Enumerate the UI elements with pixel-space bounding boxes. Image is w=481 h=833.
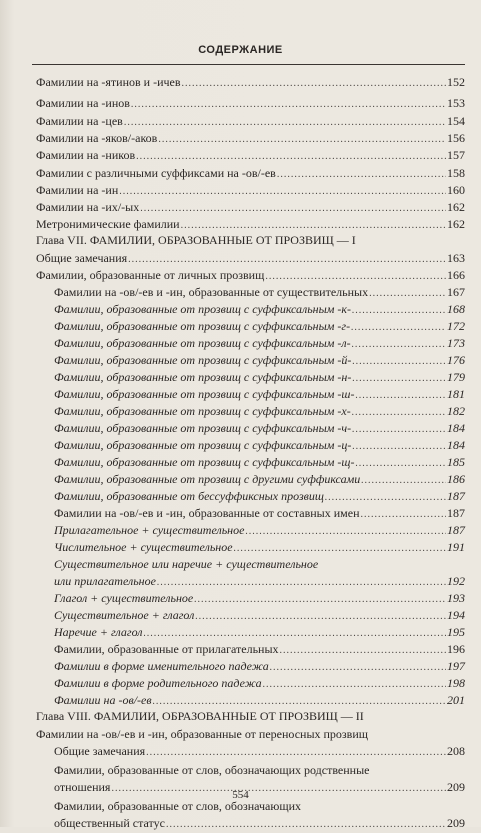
leader-dots xyxy=(265,269,446,285)
leader-dots xyxy=(355,456,446,472)
leader-dots xyxy=(166,817,446,833)
toc-entry xyxy=(0,369,481,385)
page-header: СОДЕРЖАНИЕ xyxy=(198,44,283,56)
leader-dots xyxy=(194,592,446,608)
toc-page-number: 184 xyxy=(447,438,465,452)
toc-entry xyxy=(0,182,481,198)
toc-entry-text: Фамилии, образованные от прозвищ с суффиксальным -г- xyxy=(54,319,351,333)
toc-entry xyxy=(0,641,481,657)
toc-page-number: 152 xyxy=(447,75,465,89)
toc-page-number: 158 xyxy=(447,166,465,180)
leader-dots xyxy=(352,371,446,387)
leader-dots xyxy=(182,76,446,92)
toc-entry-text: Фамилии, образованные от прозвищ с суффиксальным -ч- xyxy=(54,421,352,435)
toc-entry-text: Фамилии, образованные от прозвищ с суффиксальным -щ- xyxy=(54,455,355,469)
toc-page-number: 197 xyxy=(447,659,465,673)
toc-entry-text: Фамилии на -ин xyxy=(36,183,119,197)
chapter-title: Глава VII. ФАМИЛИИ, ОБРАЗОВАННЫЕ ОТ ПРОЗВИЩ — I xyxy=(36,233,356,247)
toc-entry xyxy=(0,95,481,111)
toc-entry xyxy=(0,454,481,470)
leader-dots xyxy=(128,252,446,268)
toc-page-number: 172 xyxy=(447,319,465,333)
toc-entry xyxy=(0,692,481,708)
toc-entry-text: Фамилии, образованные от прозвищ с суффиксальным -н- xyxy=(54,370,352,384)
toc-entry xyxy=(0,403,481,419)
toc-entry xyxy=(0,216,481,232)
toc-entry xyxy=(0,573,481,589)
toc-entry xyxy=(0,675,481,691)
toc-entry-text: Фамилии на -ятинов и -ичев xyxy=(36,75,181,89)
toc-entry xyxy=(0,420,481,436)
toc-entry xyxy=(0,488,481,504)
toc-page-number: 162 xyxy=(447,200,465,214)
toc-page-number: 176 xyxy=(447,353,465,367)
toc-entry-text: Фамилии, образованные от прозвищ с суффиксальным -л- xyxy=(54,336,351,350)
toc-page-number: 168 xyxy=(447,302,465,316)
leader-dots xyxy=(277,167,446,183)
leader-dots xyxy=(352,337,446,353)
toc-entry xyxy=(0,130,481,146)
toc-page-number: 191 xyxy=(447,540,465,554)
chapter-heading xyxy=(0,232,481,248)
toc-page-number: 185 xyxy=(447,455,465,469)
toc-entry-text: Глагол + существительное xyxy=(54,591,194,605)
chapter-heading xyxy=(0,708,481,724)
leader-dots xyxy=(280,643,446,659)
toc-entry-text: Фамилии, образованные от прозвищ с суффиксальным -х- xyxy=(54,404,351,418)
leader-dots xyxy=(140,201,446,217)
toc-entry-text: Фамилии на -цев xyxy=(36,114,123,128)
toc-entry-text: Фамилии, образованные от личных прозвищ xyxy=(36,268,265,282)
toc-entry-text: Наречие + глагол xyxy=(54,625,143,639)
leader-dots xyxy=(360,507,446,523)
toc-page-number: 167 xyxy=(447,285,465,299)
toc-page-number: 198 xyxy=(447,676,465,690)
toc-entry xyxy=(0,437,481,453)
leader-dots xyxy=(352,422,446,438)
toc-entry-text: Фамилии на -ов/-ев и -ин, образованные от существительных xyxy=(54,285,369,299)
toc-entry xyxy=(0,471,481,487)
toc-page-number: 173 xyxy=(447,336,465,350)
toc-entry-text: Фамилии на -инов xyxy=(36,96,130,110)
toc-page-number: 187 xyxy=(447,489,465,503)
toc-entry xyxy=(0,556,481,572)
toc-page-number: 166 xyxy=(447,268,465,282)
chapter-title: Глава VIII. ФАМИЛИИ, ОБРАЗОВАННЫЕ ОТ ПРОЗВИЩ — II xyxy=(36,709,364,723)
toc-page-number: 181 xyxy=(447,387,465,401)
toc-page-number: 162 xyxy=(447,217,465,231)
toc-entry-text: Фамилии, образованные от прозвищ с суффиксальным -к- xyxy=(54,302,352,316)
leader-dots xyxy=(270,660,446,676)
toc-entry xyxy=(0,352,481,368)
toc-page-number: 209 xyxy=(447,780,465,794)
leader-dots xyxy=(352,354,446,370)
toc-page-number: 193 xyxy=(447,591,465,605)
toc-entry xyxy=(0,250,481,266)
toc-entry xyxy=(0,539,481,555)
leader-dots xyxy=(352,303,446,319)
header-rule xyxy=(32,64,465,65)
toc-entry-text: Фамилии, образованные от прилагательных xyxy=(54,642,279,656)
toc-entry-text: Фамилии на -ов/-ев xyxy=(54,693,152,707)
leader-dots xyxy=(355,388,446,404)
toc-entry-text: отношения xyxy=(54,780,111,794)
leader-dots xyxy=(119,184,446,200)
toc-entry-text: Фамилии на -ников xyxy=(36,148,136,162)
toc-page-number: 156 xyxy=(447,131,465,145)
toc-page-number: 184 xyxy=(447,421,465,435)
toc-entry-text: Фамилии, образованные от прозвищ с другими суффиксами xyxy=(54,472,361,486)
toc-page-number: 195 xyxy=(447,625,465,639)
toc-entry-text: Общие замечания xyxy=(54,744,146,758)
toc-page-number: 194 xyxy=(447,608,465,622)
toc-entry-text: Метронимические фамилии xyxy=(36,217,180,231)
toc-page-number: 192 xyxy=(447,574,465,588)
toc-page-number: 182 xyxy=(447,404,465,418)
toc-entry xyxy=(0,726,481,742)
toc-entry xyxy=(0,590,481,606)
leader-dots xyxy=(131,97,446,113)
leader-dots xyxy=(144,626,447,642)
toc-entry xyxy=(0,522,481,538)
toc-entry xyxy=(0,335,481,351)
toc-entry xyxy=(0,165,481,181)
leader-dots xyxy=(361,473,446,489)
toc-page-number: 201 xyxy=(447,693,465,707)
toc-entry-text: Фамилии на -их/-ых xyxy=(36,200,140,214)
leader-dots xyxy=(146,745,446,761)
toc-entry-text: Фамилии на -яков/-аков xyxy=(36,131,158,145)
leader-dots xyxy=(352,405,446,421)
toc-entry xyxy=(0,74,481,90)
page-number-footer: 554 xyxy=(232,789,249,801)
leader-dots xyxy=(325,490,446,506)
leader-dots xyxy=(369,286,446,302)
leader-dots xyxy=(245,524,446,540)
toc-entry-text: Существительное + глагол xyxy=(54,608,195,622)
toc-entry xyxy=(0,386,481,402)
toc-entry xyxy=(0,267,481,283)
toc-entry-text: общественный статус xyxy=(54,816,165,830)
toc-entry-text: Фамилии, образованные от слов, обозначающих xyxy=(54,799,301,813)
toc-page-number: 186 xyxy=(447,472,465,486)
toc-entry-text: Фамилии в форме родительного падежа xyxy=(54,676,262,690)
toc-page-number: 157 xyxy=(447,148,465,162)
toc-entry-text: Прилагательное + существительное xyxy=(54,523,245,537)
leader-dots xyxy=(351,320,446,336)
toc-page-number: 154 xyxy=(447,114,465,128)
toc-entry xyxy=(0,743,481,759)
toc-entry-text: Фамилии с различными суффиксами на -ов/-ев xyxy=(36,166,276,180)
toc-entry xyxy=(0,762,481,778)
toc-entry xyxy=(0,658,481,674)
toc-entry-text: Фамилии, образованные от прозвищ с суффиксальным -ц- xyxy=(54,438,352,452)
toc-page-number: 209 xyxy=(447,816,465,830)
toc-page-number: 153 xyxy=(447,96,465,110)
toc-entry xyxy=(0,199,481,215)
toc-entry-text: Фамилии, образованные от бессуффиксных прозвищ xyxy=(54,489,324,503)
toc-entry-text: Фамилии на -ов/-ев и -ин, образованные от переносных прозвищ xyxy=(36,727,368,741)
leader-dots xyxy=(136,149,446,165)
toc-page-number: 187 xyxy=(447,506,465,520)
leader-dots xyxy=(157,575,446,591)
leader-dots xyxy=(124,115,446,131)
toc-entry xyxy=(0,505,481,521)
toc-entry-text: Числительное + существительное xyxy=(54,540,233,554)
toc-entry-text: Фамилии, образованные от прозвищ с суффиксальным -ш- xyxy=(54,387,355,401)
toc-page-number: 208 xyxy=(447,744,465,758)
toc-entry-text: или прилагательное xyxy=(54,574,156,588)
leader-dots xyxy=(195,609,446,625)
toc-entry-text: Фамилии, образованные от слов, обозначающих родственные xyxy=(54,763,370,777)
toc-entry-text: Фамилии на -ов/-ев и -ин, образованные от составных имен xyxy=(54,506,360,520)
toc-entry-text: Общие замечания xyxy=(36,251,128,265)
leader-dots xyxy=(263,677,446,693)
toc-entry-text: Существительное или наречие + существительное xyxy=(54,557,319,571)
toc-page-number: 163 xyxy=(447,251,465,265)
leader-dots xyxy=(158,132,446,148)
toc-entry xyxy=(0,284,481,300)
toc-page-number: 160 xyxy=(447,183,465,197)
toc-entry xyxy=(0,815,481,831)
toc-entry xyxy=(0,624,481,640)
toc-entry-text: Фамилии в форме именительного падежа xyxy=(54,659,269,673)
toc-entry xyxy=(0,147,481,163)
toc-page-number: 196 xyxy=(447,642,465,656)
toc-page-number: 179 xyxy=(447,370,465,384)
leader-dots xyxy=(352,439,446,455)
toc-entry xyxy=(0,607,481,623)
toc-entry xyxy=(0,301,481,317)
toc-entry-text: Фамилии, образованные от прозвищ с суффиксальным -й- xyxy=(54,353,352,367)
leader-dots xyxy=(234,541,446,557)
toc-entry xyxy=(0,318,481,334)
toc-page-number: 187 xyxy=(447,523,465,537)
toc-entry xyxy=(0,113,481,129)
